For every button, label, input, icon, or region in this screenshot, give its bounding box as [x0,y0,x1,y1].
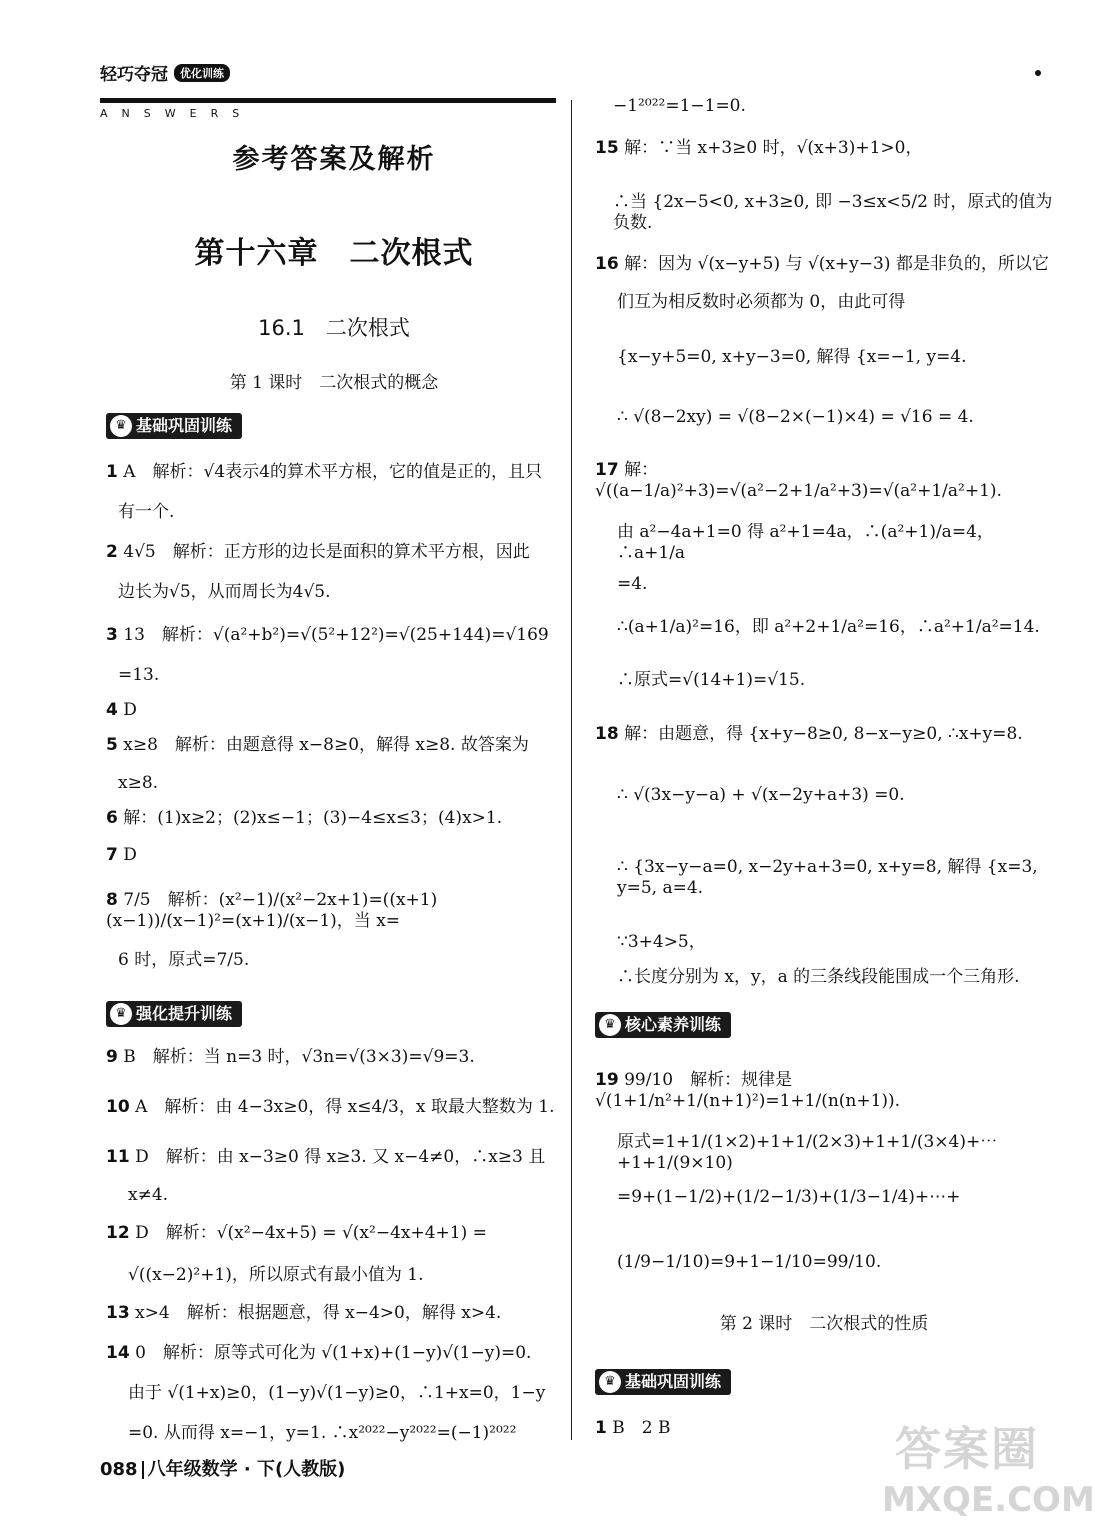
list-item: 有一个. [118,502,175,522]
badge-basic-2: ♛ 基础巩固训练 [595,1369,1053,1395]
crown-icon: ♛ [110,1003,132,1025]
list-item: 6 时，原式=7/5. [118,950,250,970]
list-item: 们互为相反数时必须都为 0，由此可得 [617,292,906,312]
watermark: 答案圈 MXQE.COM [882,1422,1095,1520]
list-item: =13. [118,665,160,685]
lesson-title: 第 1 课时 二次根式的概念 [229,373,439,393]
book-title: 八年级数学 · 下(人教版) [147,1459,346,1480]
crown-icon: ♛ [110,415,132,437]
list-item: √((x−2)²+1)，所以原式有最小值为 1. [128,1265,424,1285]
brand-tag: 优化训练 [174,64,230,82]
page-footer [100,1455,345,1481]
list-item: −1²⁰²²=1−1=0. [613,96,746,116]
list-item: 3 13 解析：√(a²+b²)=√(5²+12²)=√(25+144)=√169 [106,625,549,645]
crown-icon: ♛ [599,1371,621,1393]
answers-label: ANSWERS [100,107,254,120]
list-item: 1 A 解析：√4表示4的算术平方根，它的值是正的，且只 [106,462,542,482]
badge-basic: ♛ 基础巩固训练 [106,413,562,439]
brand-name: 轻巧夺冠 [100,65,168,85]
list-item: ∵3+4>5， [617,932,706,952]
list-item: 19 99/10 解析：规律是 √(1+1/n²+1/(n+1)²)=1+1/(n(n+1)). [595,1070,901,1112]
list-item: =4. [617,574,648,594]
list-item: 9 B 解析：当 n=3 时，√3n=√(3×3)=√9=3. [106,1047,475,1067]
list-item: 原式=1+1/(1×2)+1+1/(2×3)+1+1/(3×4)+⋯+1+1/(9×10) [617,1132,998,1174]
list-item: 边长为√5，从而周长为4√5. [118,582,331,602]
page-title: 参考答案及解析 [232,144,436,175]
list-item: 16 解：因为 √(x−y+5) 与 √(x+y−3) 都是非负的，所以它 [595,254,1049,274]
list-item: 17 解：√((a−1/a)²+3)=√(a²−2+1/a²+3)=√(a²+1/a²+1). [595,460,1002,502]
badge-improve: ♛ 强化提升训练 [106,1001,562,1027]
list-item: =9+(1−1/2)+(1/2−1/3)+(1/3−1/4)+⋯+ [617,1187,961,1207]
list-item: ∴原式=√(14+1)=√15. [617,670,806,690]
page-number: 088 [100,1459,138,1480]
column-divider [571,100,572,1440]
list-item: 11 D 解析：由 x−3≥0 得 x≥3. 又 x−4≠0，∴x≥3 且 [106,1147,546,1167]
list-item: ∴当 {2x−5<0, x+3≥0, 即 −3≤x<5/2 时，原式的值为负数. [613,192,1053,234]
list-item: 18 解：由题意，得 {x+y−8≥0, 8−x−y≥0, ∴x+y=8. [595,724,1023,744]
lesson-title: 第 2 课时 二次根式的性质 [719,1314,929,1334]
list-item: 6 解：(1)x≥2；(2)x≤−1；(3)−4≤x≤3；(4)x>1. [106,808,503,828]
list-item: 12 D 解析：√(x²−4x+5) = √(x²−4x+4+1) = [106,1223,487,1243]
list-item: ∴(a+1/a)²=16，即 a²+2+1/a²=16，∴a²+1/a²=14. [617,617,1040,637]
list-item: 由于 √(1+x)≥0，(1−y)√(1−y)≥0，∴1+x=0，1−y [128,1383,546,1403]
list-item: x≠4. [128,1185,169,1205]
list-item: ∴ {3x−y−a=0, x−2y+a+3=0, x+y=8, 解得 {x=3, y=5, a=4. [617,857,1038,899]
list-item: x≥8. [118,773,159,793]
chapter-title: 第十六章 二次根式 [194,236,474,271]
list-item: ∴长度分别为 x，y，a 的三条线段能围成一个三角形. [617,967,1020,987]
badge-core: ♛ 核心素养训练 [595,1012,1053,1038]
list-item: ∴ √(8−2xy) = √(8−2×(−1)×4) = √16 = 4. [617,407,974,427]
list-item: 1 B 2 B [595,1418,671,1438]
crown-icon: ♛ [599,1014,621,1036]
corner-dot [1035,70,1041,76]
list-item: (1/9−1/10)=9+1−1/10=99/10. [617,1252,882,1272]
list-item: 5 x≥8 解析：由题意得 x−8≥0，解得 x≥8. 故答案为 [106,735,529,755]
list-item: 由 a²−4a+1=0 得 a²+1=4a，∴(a²+1)/a=4，∴a+1/a [617,522,994,564]
header-rule [100,98,556,103]
list-item: 4 D [106,700,137,720]
list-item: ∴ √(3x−y−a) + √(x−2y+a+3) =0. [617,785,905,805]
list-item: 8 7/5 解析：(x²−1)/(x²−2x+1)=((x+1)(x−1))/(x−1)²=(x+1)/(x−1)，当 x= [106,890,438,932]
list-item: 7 D [106,845,137,865]
list-item: 2 4√5 解析：正方形的边长是面积的算术平方根，因此 [106,542,530,562]
brand-logo [100,60,230,85]
list-item: 14 0 解析：原等式可化为 √(1+x)+(1−y)√(1−y)=0. [106,1343,532,1363]
list-item: 15 解：∵当 x+3≥0 时，√(x+3)+1>0， [595,138,923,158]
list-item: =0. 从而得 x=−1，y=1. ∴x²⁰²²−y²⁰²²=(−1)²⁰²² [128,1423,517,1443]
list-item: {x−y+5=0, x+y−3=0, 解得 {x=−1, y=4. [617,347,967,367]
section-title: 16.1 二次根式 [258,316,410,340]
list-item: 10 A 解析：由 4−3x≥0，得 x≤4/3，x 取最大整数为 1. [106,1097,555,1117]
list-item: 13 x>4 解析：根据题意，得 x−4>0，解得 x>4. [106,1303,502,1323]
